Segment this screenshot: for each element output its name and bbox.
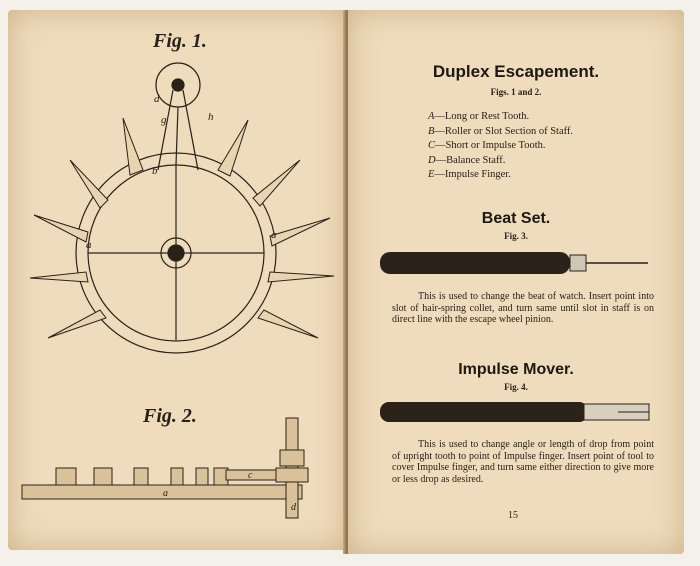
- svg-text:c: c: [248, 470, 253, 481]
- impulse-mover-description: This is used to change angle or length of drop from point of upright tooth to point of Impulse finger. Insert point of tool to cover Impulse finger, and turn same either direction to give more or less drop as desired.: [392, 439, 654, 485]
- duplex-wheel-diagram: [8, 10, 346, 340]
- duplex-title: Duplex Escapement.: [432, 62, 600, 81]
- right-page: [348, 10, 684, 554]
- legend-item: D—Balance Staff.: [428, 154, 506, 166]
- legend-item: B—Roller or Slot Section of Staff.: [428, 125, 574, 137]
- legend-item: E—Impulse Finger.: [428, 169, 511, 180]
- svg-text:a: a: [163, 488, 168, 499]
- svg-text:g: g: [161, 114, 167, 126]
- svg-text:a: a: [271, 229, 277, 241]
- parts-legend: [428, 110, 573, 183]
- duplex-figs-ref: Figs. 1 and 2.: [490, 87, 542, 97]
- impulse-mover-title: Impulse Mover.: [458, 361, 574, 378]
- legend-item: A—Long or Rest Tooth.: [428, 111, 530, 122]
- duplex-side-diagram: [8, 400, 346, 540]
- beat-set-title: Beat Set.: [481, 210, 551, 227]
- beat-set-description: This is used to change the beat of watch. Insert point into slot of hair-spring collet, and turn same until slot in staff is on direct line with the escape wheel pinion.: [392, 291, 654, 325]
- beat-set-fig-ref: Fig. 3.: [504, 231, 528, 241]
- legend-item: C—Short or Impulse Tooth.: [428, 140, 546, 151]
- impulse-mover-fig-ref: Fig. 4.: [504, 382, 528, 392]
- left-page: [8, 10, 346, 550]
- beat-set-tool-illustration: [348, 246, 684, 286]
- page-number: 15: [508, 510, 518, 521]
- svg-text:d: d: [291, 502, 296, 513]
- impulse-mover-tool-illustration: [348, 396, 684, 436]
- fig2-label: Fig. 2.: [143, 405, 197, 427]
- svg-text:a: a: [86, 239, 92, 251]
- svg-text:h: h: [208, 111, 214, 123]
- fig1-label: Fig. 1.: [153, 30, 207, 52]
- svg-text:b: b: [152, 165, 158, 177]
- svg-text:d: d: [154, 93, 160, 105]
